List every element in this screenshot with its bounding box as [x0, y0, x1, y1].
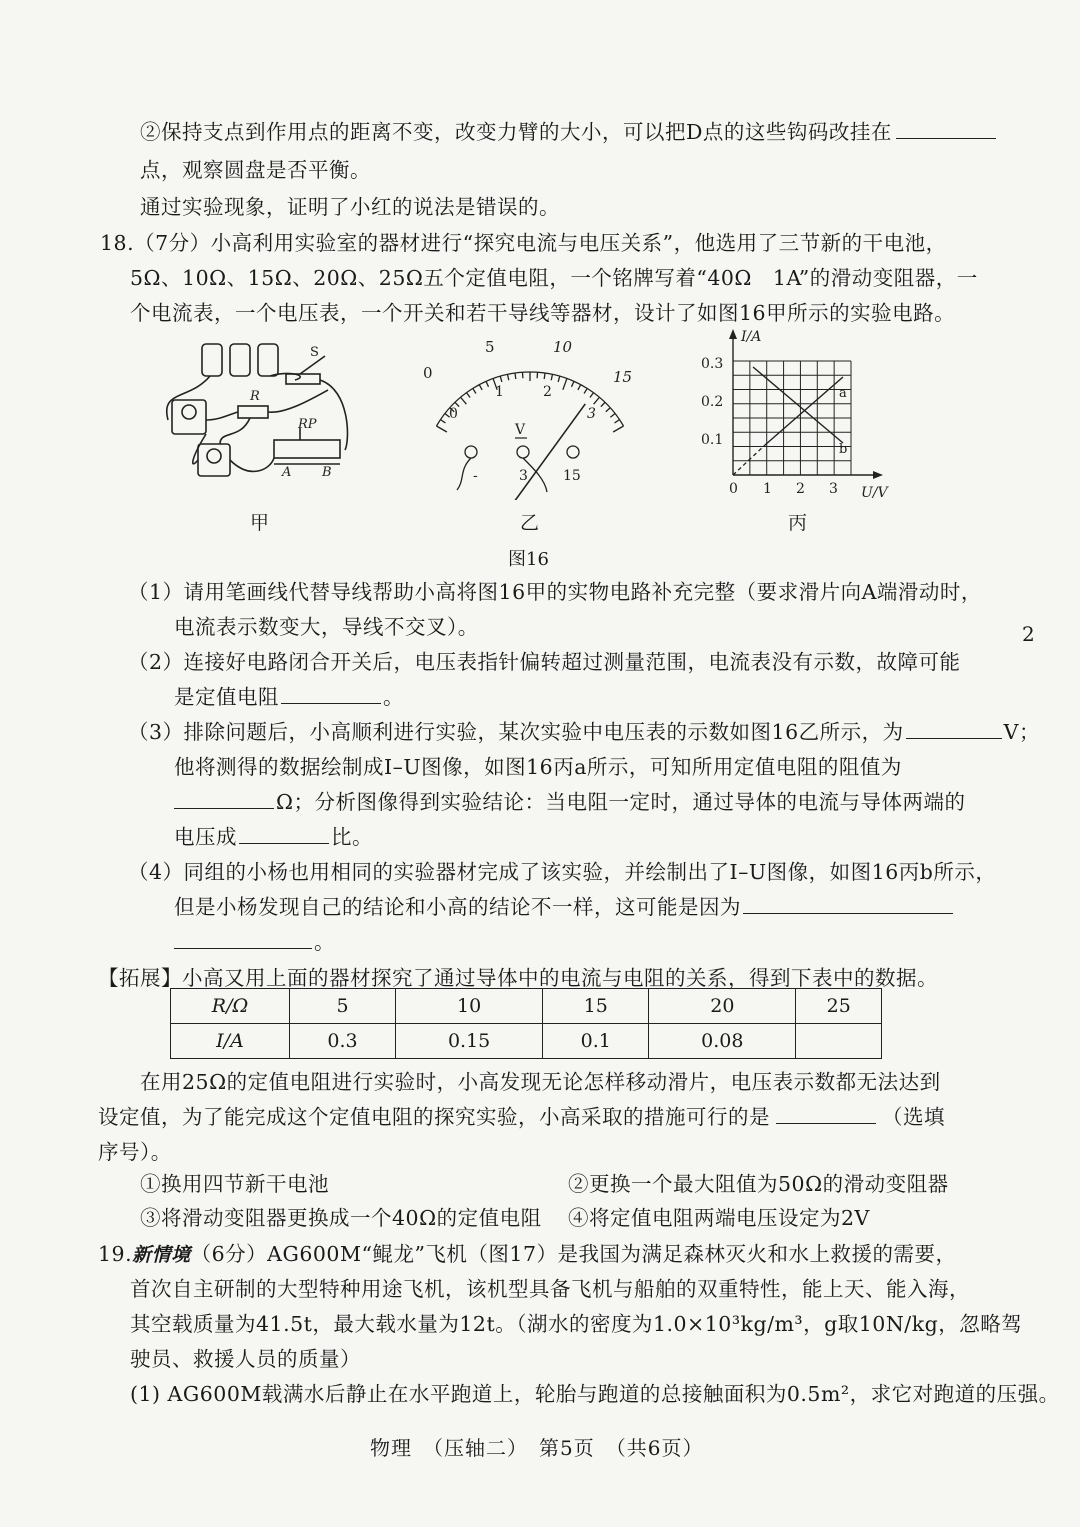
q17-line3: 通过实验现象，证明了小红的说法是错误的。 [140, 195, 560, 219]
extension-line3: 序号）。 [98, 1140, 172, 1164]
x-tick: 1 [763, 481, 772, 497]
y-tick: 0.3 [701, 356, 724, 372]
dial-bottom-tick: 1 [495, 384, 504, 400]
dial-top-tick: 15 [613, 368, 633, 386]
dial-tick [473, 388, 476, 393]
voltmeter-needle [514, 404, 586, 500]
table-cell: 15 [543, 989, 649, 1024]
dial-tick [461, 397, 467, 404]
q18-p4-line3: 。 [174, 928, 335, 956]
terminal-3v[interactable] [517, 446, 529, 458]
q19-line4: 驶员、救援人员的质量） [130, 1347, 361, 1371]
dial-bottom-tick: 0 [449, 406, 458, 422]
answer-blank[interactable] [776, 1105, 876, 1124]
q18-line2: 5Ω、10Ω、15Ω、20Ω、25Ω五个定值电阻，一个铭牌写着“40Ω 1A”的滑动变阻器，一 [130, 266, 978, 290]
q18-p3-line4: 电压成 比。 [174, 825, 373, 849]
terminal-b-label: B [322, 465, 332, 480]
q18-p3-line2: 他将测得的数据绘制成I–U图像，如图16丙a所示，可知所用定值电阻的阻值为 [174, 755, 902, 779]
q19-line5: (1) AG600M载满水后静止在水平跑道上，轮胎与跑道的总接触面积为0.5m²，求它对跑道的压强。 [130, 1382, 1060, 1406]
q18-p2-line2: 是定值电阻 。 [174, 685, 404, 709]
table-cell: 0.3 [290, 1024, 396, 1059]
dial-top-tick: 5 [485, 338, 495, 356]
page-footer: 物理 （压轴二） 第5页 （共6页） [370, 1436, 704, 1460]
table-cell: I/A [171, 1024, 290, 1059]
fig-label-bing: 丙 [788, 512, 808, 534]
dial-tick [571, 381, 573, 386]
x-axis-label: U/V [861, 485, 888, 501]
terminal-15v[interactable] [567, 446, 579, 458]
table-cell: 20 [649, 989, 796, 1024]
new-context-tag: 新情境 [132, 1244, 191, 1266]
y-tick: 0.2 [701, 394, 724, 410]
terminal-a-label: A [282, 465, 292, 480]
dial-tick [467, 393, 471, 398]
y-tick: 0.1 [701, 432, 724, 448]
terminal-neg[interactable] [465, 446, 477, 458]
table-row [171, 1024, 882, 1059]
table-cell: 0.15 [396, 1024, 543, 1059]
dial-tick [440, 420, 445, 423]
extension-intro: 【拓展】小高又用上面的器材探究了通过导体中的电流与电阻的关系，得到下表中的数据。 [98, 966, 938, 990]
dial-tick [584, 388, 587, 393]
q18-p2-line1: （2）连接好电路闭合开关后，电压表指针偏转超过测量范围，电流表没有示数，故障可能 [128, 650, 961, 674]
answer-blank[interactable] [174, 930, 312, 949]
dial-bottom-tick: 3 [587, 406, 596, 422]
iu-graph [695, 325, 915, 505]
rheostat-label: RP [298, 417, 317, 432]
fig-label-jia: 甲 [250, 512, 270, 534]
answer-blank[interactable] [281, 685, 381, 704]
q18-p4-line1: （4）同组的小杨也用相同的实验器材完成了该实验，并绘制出了I–U图像，如图16丙b所示， [128, 860, 997, 884]
q18-p3-line3: Ω；分析图像得到实验结论：当电阻一定时，通过导体的电流与导体两端的 [174, 788, 966, 816]
x-tick: 0 [729, 481, 738, 497]
answer-blank[interactable] [239, 825, 329, 844]
line-b-label: b [839, 442, 848, 457]
q18-p1-line2: 电流表示数变大，导线不交叉）。 [174, 615, 479, 639]
dial-tick [436, 426, 446, 432]
dial-tick [615, 420, 620, 423]
option-3: ③将滑动变阻器更换成一个40Ω的定值电阻 [140, 1206, 542, 1230]
table-cell: R/Ω [171, 989, 290, 1024]
dial-top-tick: 10 [553, 338, 573, 356]
extension-line2: 设定值，为了能完成这个定值电阻的探究实验，小高采取的措施可行的是 （选填 [98, 1105, 945, 1129]
y-axis-label: I/A [741, 329, 762, 345]
line-a-label: a [839, 386, 847, 401]
line-a-dashed [733, 445, 765, 475]
dial-tick [551, 374, 552, 380]
voltmeter-unit: V [515, 422, 526, 438]
voltmeter-dial [415, 330, 645, 500]
answer-blank[interactable] [906, 720, 1002, 739]
answer-blank[interactable] [743, 895, 953, 914]
fig-label-yi: 乙 [520, 512, 540, 534]
dial-tick [590, 393, 594, 398]
table-cell: 10 [396, 989, 543, 1024]
extension-line1: 在用25Ω的定值电阻进行实验时，小高发现无论怎样移动滑片，电压表示数都无法达到 [140, 1070, 941, 1094]
dial-tick [578, 385, 581, 390]
table-cell: 25 [796, 989, 882, 1024]
terminal-3v-label: 3 [519, 468, 528, 484]
dial-top-tick: 0 [423, 364, 433, 382]
dial-tick [479, 385, 482, 390]
table-cell-empty[interactable] [796, 1024, 882, 1059]
q19-line3: 其空载质量为41.5t，最大载水量为12t。（湖水的密度为1.0×10³kg/m³，g取10N/kg，忽略驾 [130, 1312, 1023, 1336]
table-cell: 0.08 [649, 1024, 796, 1059]
q18-p3-line1: （3）排除问题后，小高顺利进行实验，某次实验中电压表的示数如图16乙所示，为 V； [128, 720, 1040, 744]
table-cell: 5 [290, 989, 396, 1024]
dial-tick [500, 376, 502, 382]
q18-line1: 18.（7分）小高利用实验室的器材进行“探究电流与电压关系”，他选用了三节新的干电池， [100, 231, 947, 255]
dial-bottom-tick: 2 [543, 384, 552, 400]
answer-blank[interactable] [174, 790, 274, 809]
q19-line1: 19.新情境（6分）AG600M“鲲龙”飞机（图17）是我国为满足森林灭火和水上救援的需要， [98, 1242, 957, 1266]
q17-line1: ②保持支点到作用点的距离不变，改变力臂的大小，可以把D点的这些钩码改挂在 [140, 118, 996, 146]
dial-tick [508, 374, 509, 380]
dial-tick [613, 426, 623, 432]
q17-line2: 点，观察圆盘是否平衡。 [140, 158, 371, 182]
x-tick: 3 [829, 481, 838, 497]
resistor-label: R [250, 389, 260, 404]
side-mark: 2 [1022, 622, 1035, 646]
dial-tick [558, 376, 560, 382]
figure-caption: 图16 [508, 549, 549, 570]
x-tick: 2 [796, 481, 805, 497]
circuit-diagram [150, 330, 370, 500]
table-cell: 0.1 [543, 1024, 649, 1059]
dial-tick [563, 379, 567, 390]
answer-blank[interactable] [896, 120, 996, 139]
terminal-15v-label: 15 [563, 468, 581, 484]
q19-line2: 首次自主研制的大型特种用途飞机，该机型具备飞机与船舶的双重特性，能上天、能入海， [130, 1277, 970, 1301]
option-2: ②更换一个最大阻值为50Ω的滑动变阻器 [568, 1172, 949, 1196]
q18-p4-line2: 但是小杨发现自己的结论和小高的结论不一样，这可能是因为 [174, 893, 953, 921]
q18-p1-line1: （1）请用笔画线代替导线帮助小高将图16甲的实物电路补充完整（要求滑片向A端滑动时， [128, 580, 982, 604]
q18-line3: 个电流表，一个电压表，一个开关和若干导线等器材，设计了如图16甲所示的实验电路。 [130, 301, 956, 325]
table-row [171, 989, 882, 1024]
option-4: ④将定值电阻两端电压设定为2V [568, 1206, 870, 1230]
dial-tick [601, 402, 605, 406]
option-1: ①换用四节新干电池 [140, 1172, 329, 1196]
data-table [170, 988, 882, 1059]
dial-tick [486, 381, 488, 386]
terminal-neg-label: - [473, 468, 478, 484]
switch-label: S [310, 345, 319, 360]
dial-tick [594, 397, 600, 404]
dial-tick [610, 414, 615, 418]
dial-tick [606, 408, 610, 412]
dial-tick [515, 373, 516, 379]
dial-tick [544, 373, 545, 379]
